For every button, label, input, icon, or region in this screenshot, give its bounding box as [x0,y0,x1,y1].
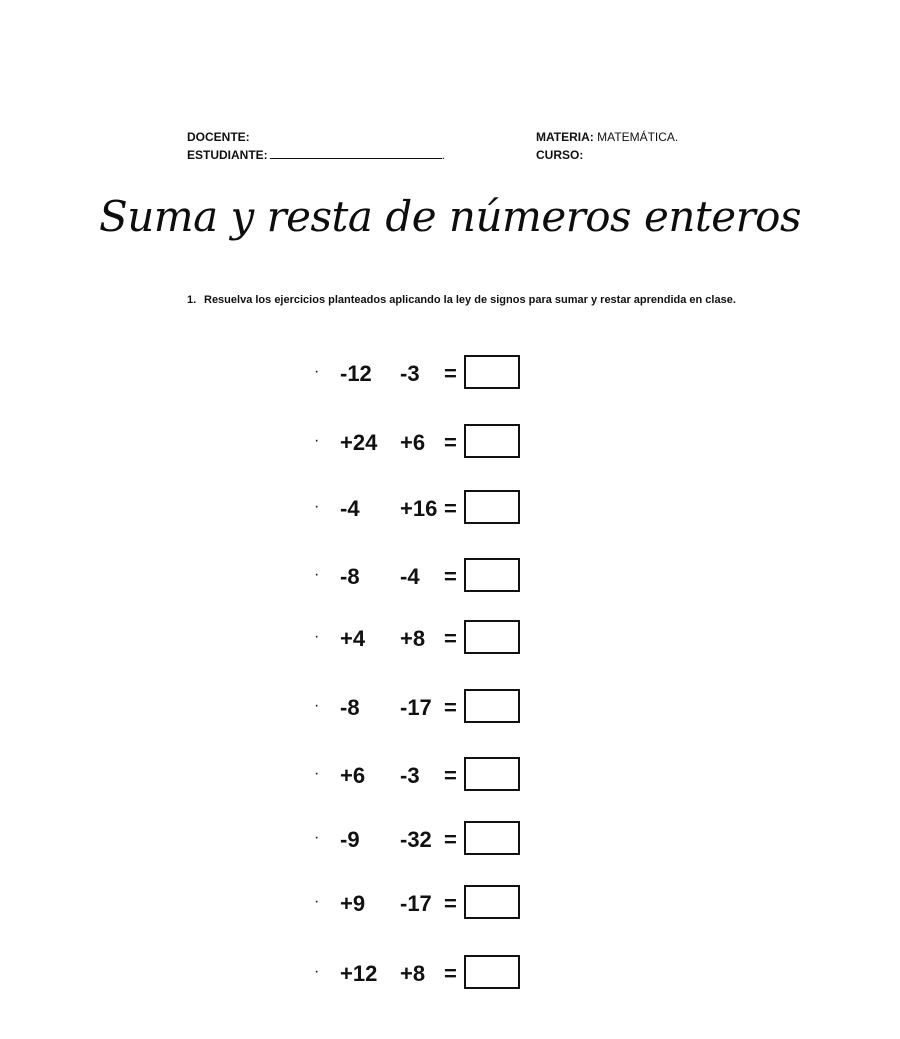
exercise-bullet: · [314,566,320,583]
exercise-row [314,955,554,993]
exercise-second-number: +16 [400,496,438,521]
exercise-bullet: · [314,765,320,782]
exercise-equals: = [444,961,457,986]
subject-value: MATEMÁTICA. [597,130,679,144]
exercise-first-number: +6 [340,763,366,788]
exercise-second-number: -32 [400,827,432,852]
exercise-first-number: -8 [340,564,360,589]
instruction-text: Resuelva los ejercicios planteados aplicando la ley de signos para sumar y restar aprendida en clase. [204,294,736,306]
answer-box[interactable] [464,757,520,791]
exercise-first-number: +9 [340,891,366,916]
exercise-first-number: +24 [340,430,378,455]
exercise-equals: = [444,564,457,589]
teacher-label: DOCENTE: [187,130,250,144]
exercise-first-number: -9 [340,827,360,852]
exercise-bullet: · [314,697,320,714]
answer-box[interactable] [464,620,520,654]
exercise-row [314,689,554,727]
exercise-row [314,821,554,859]
exercise-row [314,558,554,596]
exercise-bullet: · [314,829,320,846]
exercise-bullet: · [314,363,320,380]
answer-box[interactable] [464,355,520,389]
subject-label: MATERIA: [536,130,594,144]
exercise-row [314,355,554,393]
exercise-bullet: · [314,432,320,449]
exercise-row [314,490,554,528]
exercise-bullet: · [314,628,320,645]
exercise-second-number: -17 [400,695,432,720]
exercise-equals: = [444,763,457,788]
exercise-row [314,757,554,795]
exercise-equals: = [444,827,457,852]
exercise-first-number: +4 [340,626,366,651]
worksheet-title: Suma y resta de números enteros [98,192,802,241]
exercise-bullet: · [314,498,320,515]
exercise-equals: = [444,430,457,455]
exercise-second-number: +8 [400,961,426,986]
exercise-second-number: -4 [400,564,420,589]
instruction-number: 1. [187,294,197,306]
exercise-second-number: -3 [400,763,420,788]
exercise-first-number: -8 [340,695,360,720]
exercise-equals: = [444,891,457,916]
answer-box[interactable] [464,885,520,919]
answer-box[interactable] [464,490,520,524]
answer-box[interactable] [464,821,520,855]
exercise-second-number: +8 [400,626,426,651]
student-line-end: . [441,148,446,162]
exercise-equals: = [444,626,457,651]
exercise-bullet: · [314,963,320,980]
exercise-first-number: -4 [340,496,360,521]
student-label: ESTUDIANTE: [187,148,268,162]
exercise-bullet: · [314,893,320,910]
answer-box[interactable] [464,689,520,723]
exercise-second-number: -3 [400,361,420,386]
exercise-second-number: -17 [400,891,432,916]
exercise-equals: = [444,361,457,386]
exercise-first-number: -12 [340,361,372,386]
answer-box[interactable] [464,558,520,592]
exercise-equals: = [444,496,457,521]
exercise-row [314,620,554,658]
course-label: CURSO: [536,148,584,162]
exercise-row [314,424,554,462]
exercise-second-number: +6 [400,430,426,455]
answer-box[interactable] [464,424,520,458]
exercise-row [314,885,554,923]
answer-box[interactable] [464,955,520,989]
exercise-equals: = [444,695,457,720]
exercise-first-number: +12 [340,961,378,986]
